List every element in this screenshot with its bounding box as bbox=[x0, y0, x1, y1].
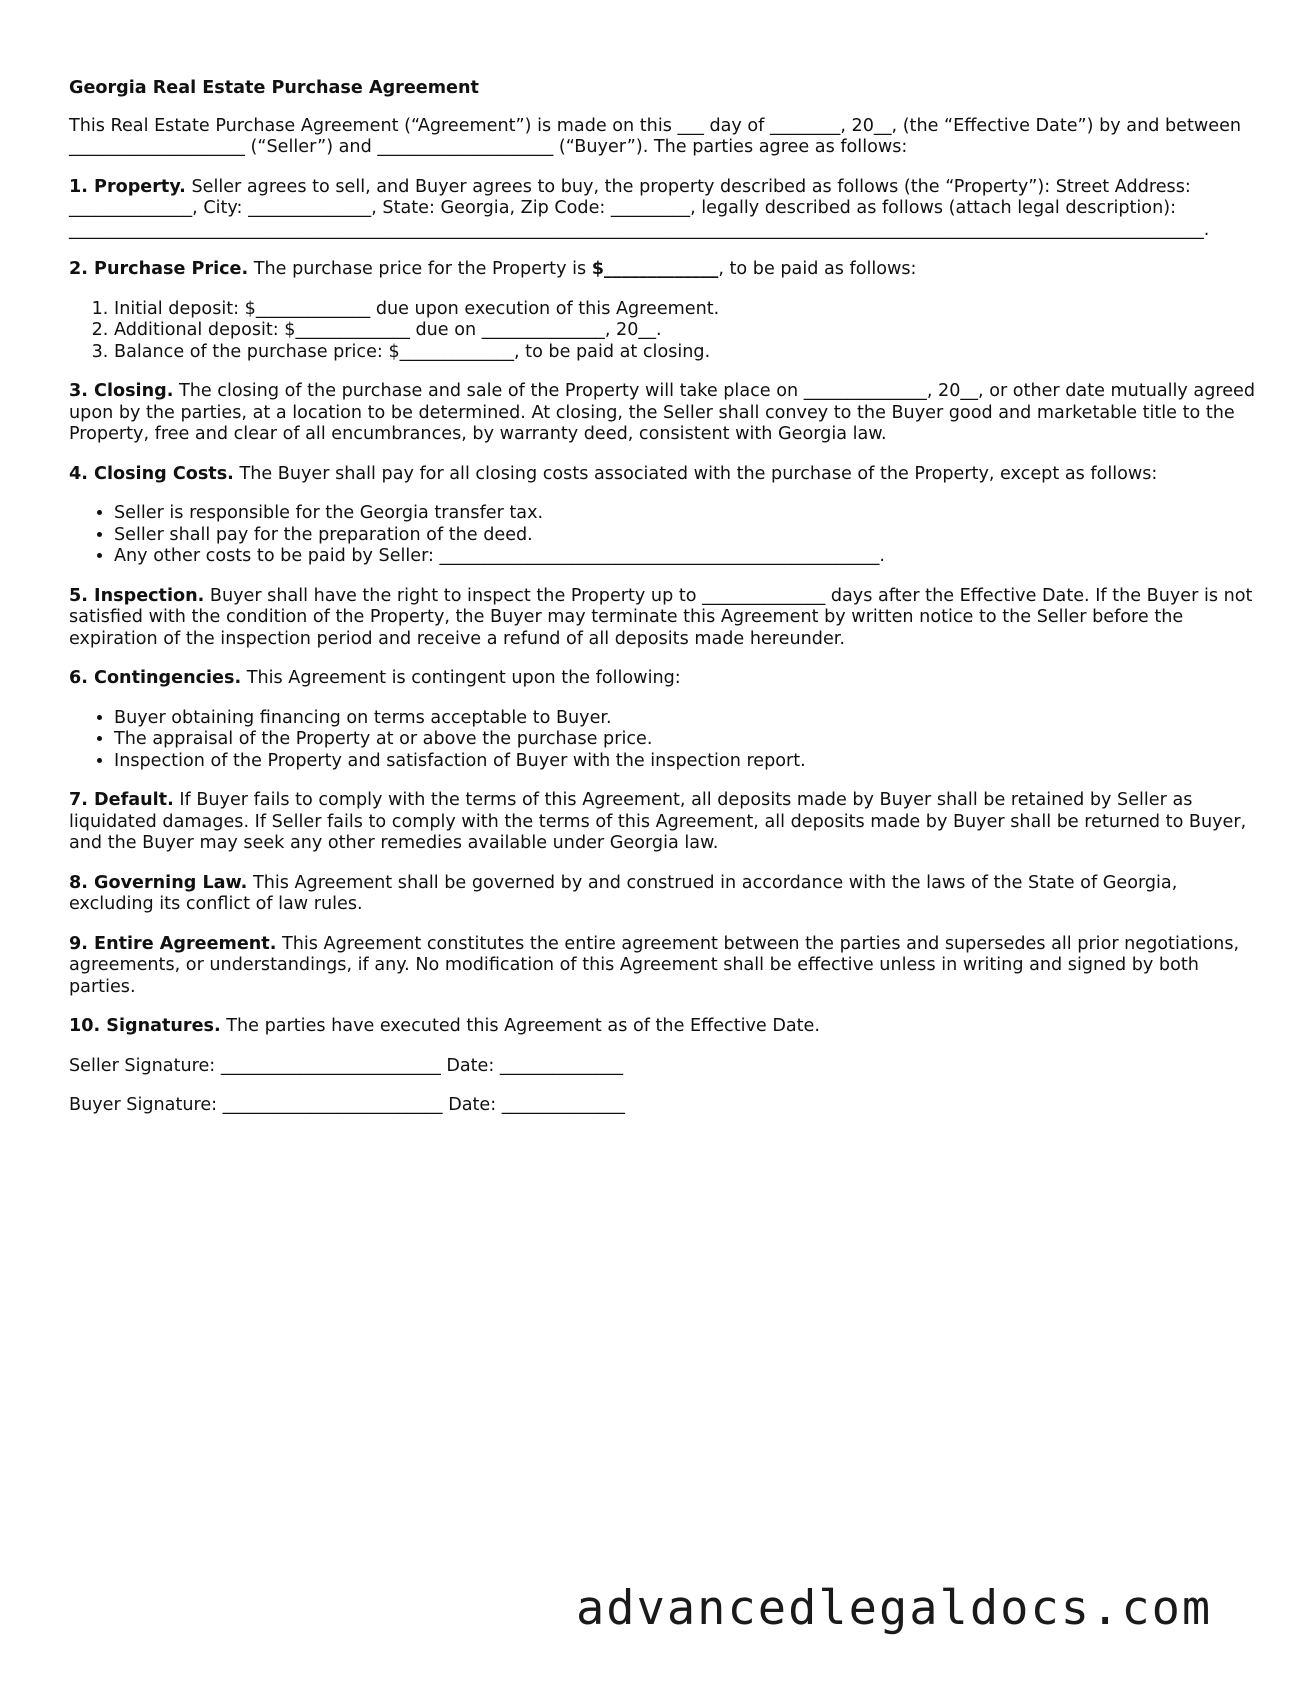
section-heading: 1. Property. bbox=[69, 176, 186, 197]
section-text: This Agreement shall be governed by and construed in accordance with the laws of the State of Georgia, excluding its conflict of law rules. bbox=[69, 872, 1178, 914]
section-heading: 2. Purchase Price. bbox=[69, 259, 249, 279]
section-heading: 6. Contingencies. bbox=[69, 668, 242, 688]
section-heading: 7. Default. bbox=[69, 790, 174, 810]
section-default bbox=[69, 790, 1259, 855]
list-item: • Seller shall pay for the preparation of the deed. bbox=[114, 525, 1259, 547]
section-signatures bbox=[69, 1016, 1259, 1038]
section-text: Buyer shall have the right to inspect the Property up to ______________ days after the Effective Date. If the Buyer is not satisfied with the condition of the Property, the Buyer may terminate this Agreement by written notice to the Seller before the expiration of the inspection period and receive a refund of all deposits made hereunder. bbox=[69, 585, 1253, 649]
list-item: 1. Initial deposit: $_____________ due upon execution of this Agreement. bbox=[114, 299, 1259, 321]
section-heading: 4. Closing Costs. bbox=[69, 463, 234, 484]
section-property bbox=[69, 177, 1259, 242]
section-text: If Buyer fails to comply with the terms of this Agreement, all deposits made by Buyer shall be retained by Seller as liquidated damages. If Seller fails to comply with the terms of this Agreement, all deposits made by Buyer shall be returned to Buyer, and the Buyer may seek any other remedies available under Georgia law. bbox=[69, 790, 1247, 853]
list-item: • Buyer obtaining financing on terms acceptable to Buyer. bbox=[114, 708, 1259, 730]
section-heading: 3. Closing. bbox=[69, 381, 174, 401]
section-text: The purchase price for the Property is bbox=[248, 259, 592, 279]
section-text: , to be paid as follows: bbox=[718, 259, 917, 279]
section-contingencies bbox=[69, 668, 1259, 690]
section-inspection bbox=[69, 586, 1259, 651]
intro-paragraph: This Real Estate Purchase Agreement (“Agreement”) is made on this ___ day of ________, 20__, (the “Effective Date”) by and between ____________________ (“Seller”) and ____________________ (“Buyer”). The parties agree as follows: bbox=[69, 115, 1242, 157]
section-purchase-price bbox=[69, 259, 1259, 281]
payment-list bbox=[69, 299, 1259, 364]
section-text: The closing of the purchase and sale of the Property will take place on ______________, 20__, or other date mutually agreed upon by the parties, at a location to be determined. At closing, the Seller shall convey to the Buyer good and marketable title to the Property, free and clear of all encumbrances, by warranty deed, consistent with Georgia law. bbox=[69, 381, 1256, 444]
list-item: • Seller is responsible for the Georgia transfer tax. bbox=[114, 503, 1259, 525]
contingencies-list bbox=[69, 708, 1259, 773]
section-heading: 5. Inspection. bbox=[69, 585, 205, 606]
price-amount: $_____________ bbox=[591, 259, 719, 279]
list-item: 2. Additional deposit: $_____________ due on ______________, 20__. bbox=[114, 320, 1259, 342]
closing-costs-list bbox=[69, 503, 1259, 568]
list-item: 3. Balance of the purchase price: $_____________, to be paid at closing. bbox=[114, 342, 1259, 364]
document-title: Georgia Real Estate Purchase Agreement bbox=[69, 78, 479, 98]
section-text: The Buyer shall pay for all closing costs associated with the purchase of the Property, except as follows: bbox=[233, 463, 1158, 484]
section-heading: 8. Governing Law. bbox=[69, 872, 248, 893]
list-item: • Inspection of the Property and satisfaction of Buyer with the inspection report. bbox=[114, 751, 1259, 773]
section-entire-agreement bbox=[69, 934, 1259, 999]
watermark: advancedlegaldocs.com bbox=[576, 1581, 1213, 1636]
section-text: Seller agrees to sell, and Buyer agrees to buy, the property described as follows (the “Property”): Street Address: ______________, City: ______________, State: Georgia, Zip Code: _________, legally described as follows (attach legal description): _________________________________________________________________________________________________________________________________. bbox=[69, 176, 1210, 240]
section-closing bbox=[69, 381, 1259, 446]
seller-signature-line: Seller Signature: _________________________ Date: ______________ bbox=[69, 1055, 624, 1076]
section-heading: 10. Signatures. bbox=[69, 1016, 221, 1036]
document-page bbox=[69, 78, 1259, 1135]
section-closing-costs bbox=[69, 464, 1259, 486]
section-heading: 9. Entire Agreement. bbox=[69, 933, 277, 954]
section-text: The parties have executed this Agreement as of the Effective Date. bbox=[220, 1016, 820, 1036]
list-item: • Any other costs to be paid by Seller: __________________________________________________. bbox=[114, 546, 1259, 568]
list-item: • The appraisal of the Property at or above the purchase price. bbox=[114, 729, 1259, 751]
section-governing-law bbox=[69, 873, 1259, 916]
section-text: This Agreement constitutes the entire agreement between the parties and supersedes all prior negotiations, agreements, or understandings, if any. No modification of this Agreement shall be effective unless in writing and signed by both parties. bbox=[69, 933, 1240, 997]
section-text: This Agreement is contingent upon the following: bbox=[241, 668, 681, 688]
buyer-signature-line: Buyer Signature: _________________________ Date: ______________ bbox=[69, 1095, 625, 1115]
